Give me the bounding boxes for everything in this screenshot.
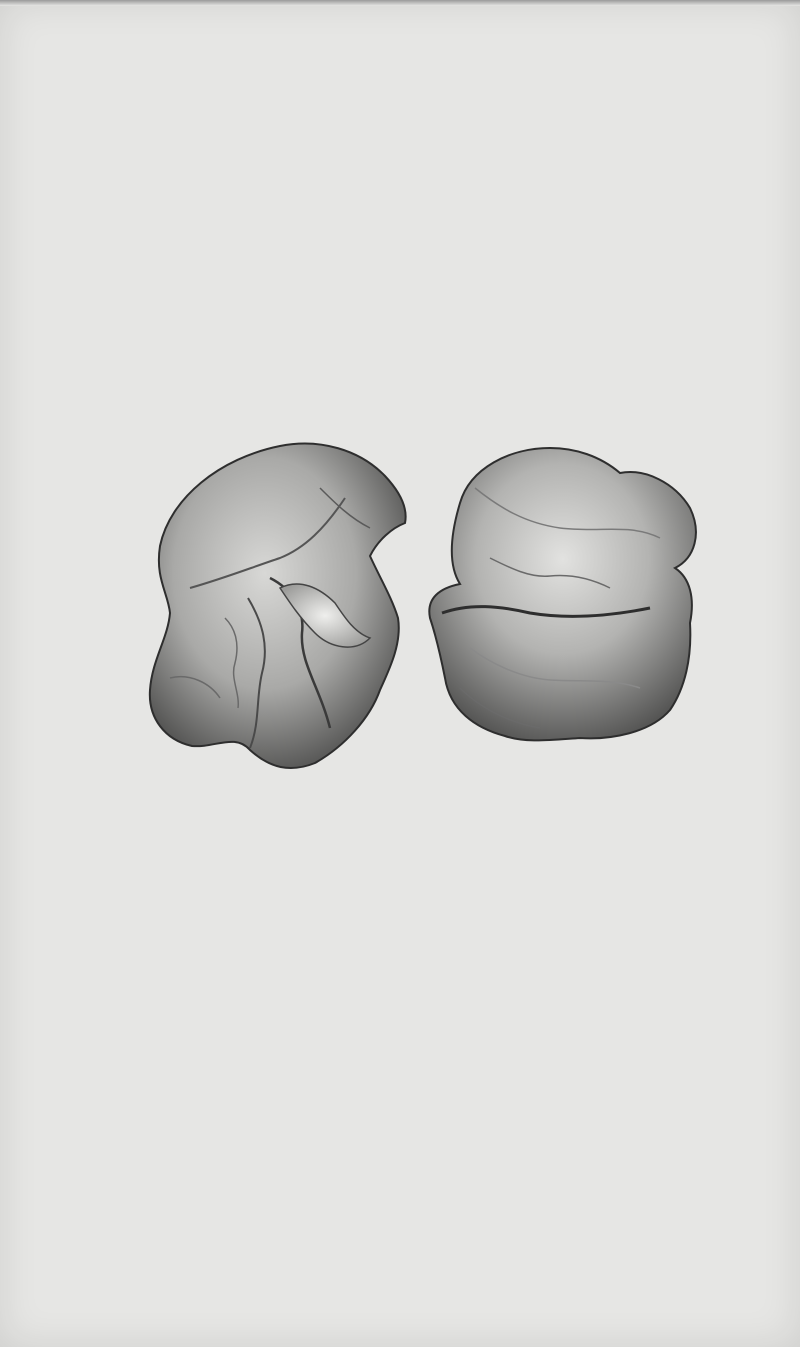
page-edge [0, 0, 800, 6]
left-lobe-specimen [150, 444, 406, 769]
right-lobe-specimen [429, 448, 696, 740]
prostate-lobes-illustration [130, 428, 710, 778]
page-header [140, 104, 720, 128]
figure-prostate-lobes [130, 428, 710, 778]
